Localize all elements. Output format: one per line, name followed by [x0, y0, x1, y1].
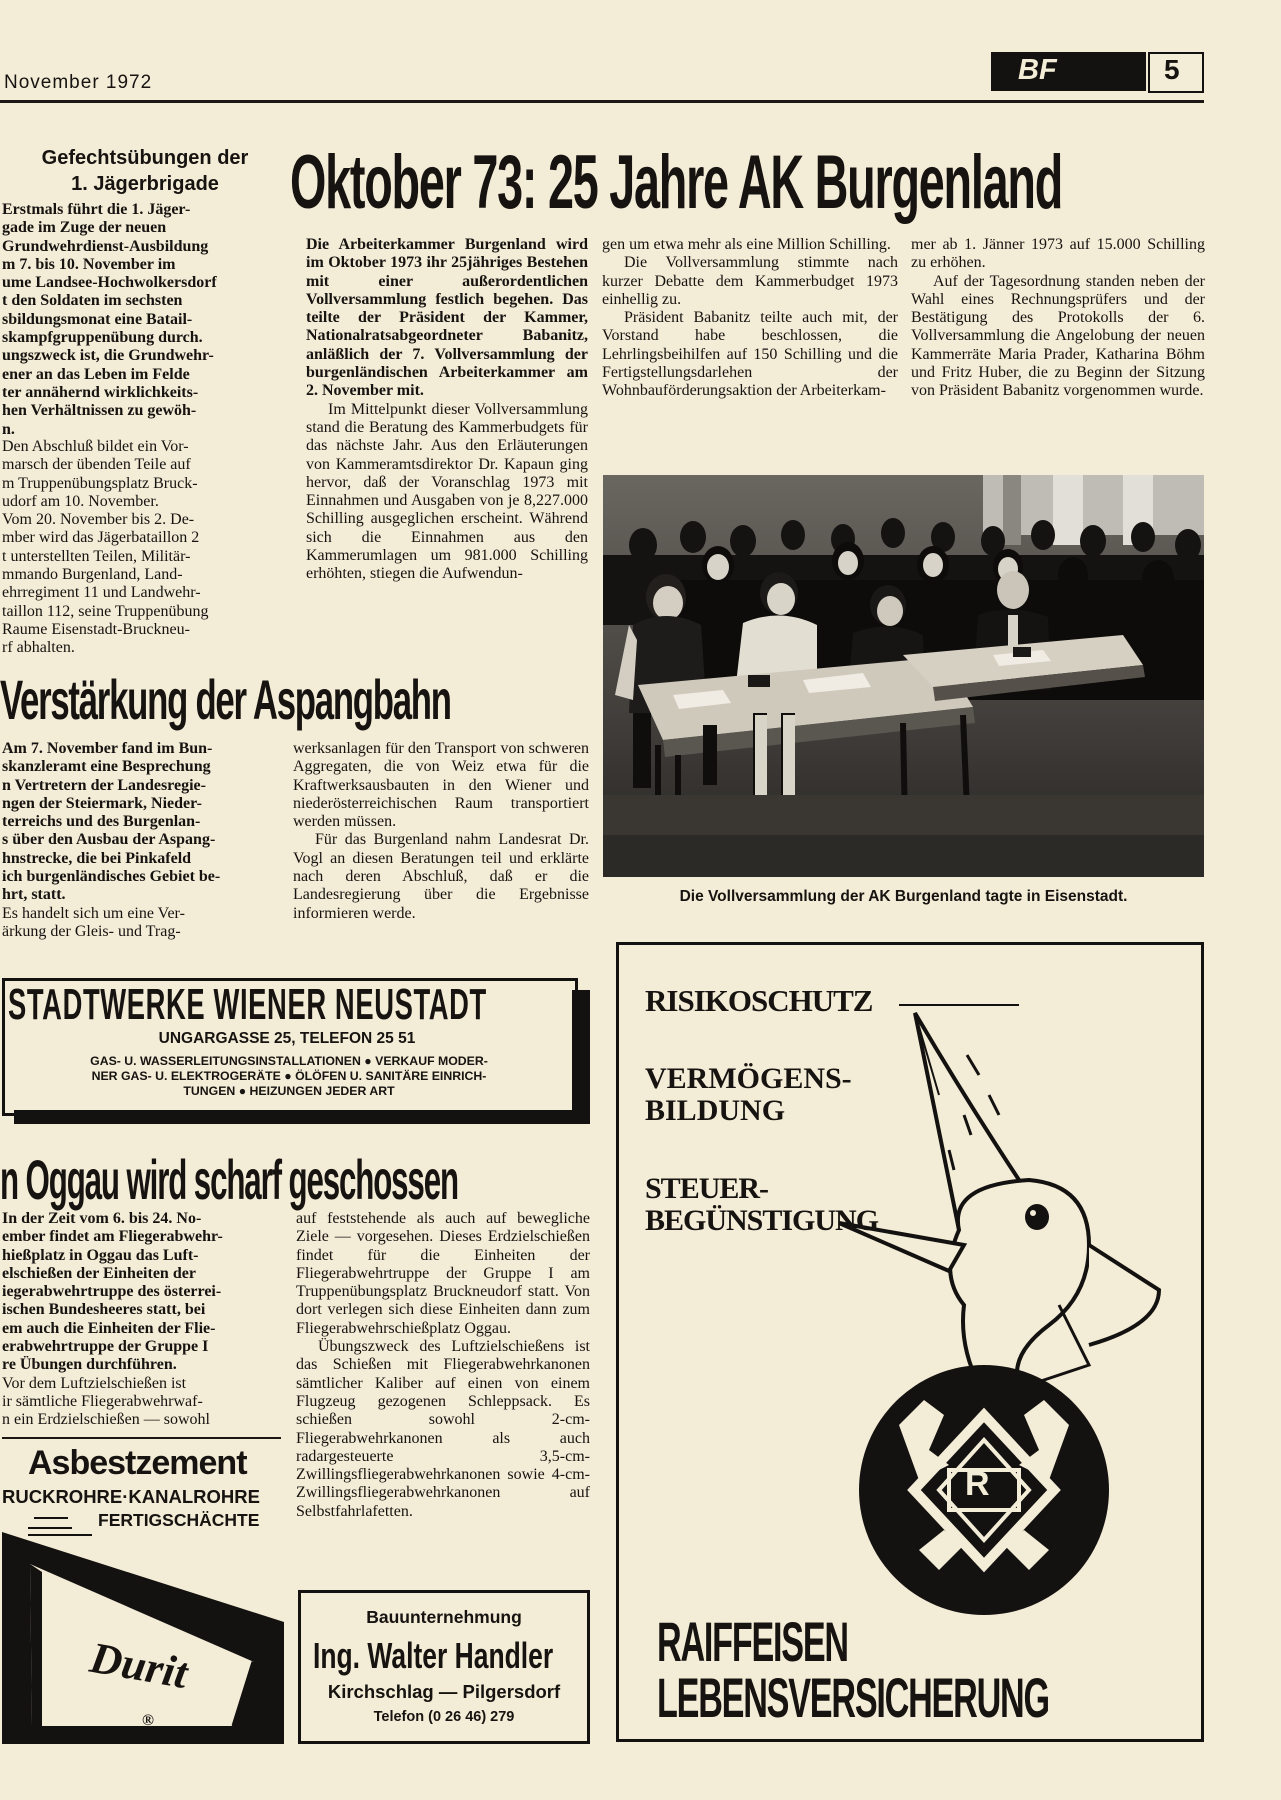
photo-caption: Die Vollversammlung der AK Burgenland tagte in Eisenstadt. — [679, 888, 1128, 905]
handler-ad-line4: Telefon (0 26 46) 279 — [373, 1709, 515, 1725]
column-divider — [2, 1437, 281, 1439]
handler-ad-line3: Kirchschlag — Pilgersdorf — [327, 1681, 561, 1702]
article3-paragraph: werksanlagen für den Transport von schweren Aggregaten, die von Weiz etwa für die Kraftwerksausbauten in den Wiener und niederösterreichischen Raum transportiert werden müssen. — [293, 740, 589, 831]
text-line: Grundwehrdienst-Ausbildung — [2, 237, 209, 255]
text-line: n Vertretern der Landesregie- — [2, 776, 206, 794]
handler-ad-line1: Bauunternehmung — [366, 1607, 522, 1627]
raiffeisen-item-steuerbeguenstigung — [645, 1173, 878, 1237]
text-line: n. — [2, 420, 15, 438]
article1-headline — [10, 145, 280, 197]
text-line: n ein Erdzielschießen — sowohl — [2, 1411, 210, 1429]
raiffeisen-item-line: BILDUNG — [645, 1094, 786, 1127]
raiffeisen-brand-line1: RAIFFEISEN — [657, 1610, 848, 1673]
article3-col2 — [293, 740, 589, 923]
raiffeisen-item-line: BEGÜNSTIGUNG — [645, 1204, 879, 1237]
durit-ad — [2, 1444, 284, 1744]
article3-paragraph: Für das Burgenland nahm Landesrat Dr. Vogl an diesen Beratungen teil und erklärte nach deren Abschluß, daß er die Landesregierung über die Ergebnisse informieren werde. — [293, 831, 589, 922]
article2-paragraph: Präsident Babanitz teilte auch mit, der Vorstand habe beschlossen, die Lehrlingsbeihilfen auf 150 Schilling und die Fertigstellungsdarlehen der Wohnbauförderungsaktion der Arbeiterkam- — [602, 309, 898, 400]
stadtwerke-title: STADTWERKE WIENER NEUSTADT — [8, 980, 487, 1029]
text-line: Am 7. November fand im Bun- — [2, 740, 213, 757]
text-line: erabwehrtruppe der Gruppe I — [2, 1338, 209, 1356]
article2-paragraph: Im Mittelpunkt dieser Vollversammlung stand die Beratung des Kammerbudgets für das nächste Jahr. Aus den Erläuterungen von Kammeramtsdirektor Dr. Kapaun ging hervor, daß der Voranschlag 1973 mit Einnahmen und Ausgaben von je 8,227.000 Schilling ausgeglichen erscheint. Während sich die Einnahmen aus den Kammerumlagen um 981.000 Schilling erhöhten, stiegen die Aufwendun- — [306, 400, 588, 583]
text-line: marsch der übenden Teile auf — [2, 456, 191, 474]
text-line: hrt, statt. — [2, 886, 66, 904]
text-line: skanzleramt eine Besprechung — [2, 758, 211, 776]
article2-headline: Oktober 73: 25 Jahre AK Burgenland — [290, 140, 1063, 225]
article1-lead — [2, 201, 278, 439]
durit-ad-line2: RUCKROHRE·KANALROHRE — [2, 1486, 260, 1507]
raiffeisen-item-risikoschutz: RISIKOSCHUTZ — [645, 983, 873, 1018]
header-rule — [0, 100, 1204, 103]
article2-col1 — [306, 236, 588, 584]
raiffeisen-ad — [616, 942, 1204, 1742]
handler-ad — [298, 1590, 590, 1744]
durit-ad-line1: Asbestzement — [28, 1444, 247, 1482]
article2-paragraph: Die Vollversammlung stimmte nach kurzer Debatte dem Kammerbudget 1973 einhellig zu. — [602, 254, 898, 308]
article4-col2 — [296, 1210, 590, 1521]
article2-col3 — [911, 236, 1205, 401]
durit-pipe-logo — [2, 1512, 284, 1744]
stadtwerke-services-line: GAS- U. WASSERLEITUNGSINSTALLATIONEN ● VERKAUF MODER- — [90, 1054, 488, 1068]
article4-col1 — [2, 1210, 280, 1430]
article2-paragraph: gen um etwa mehr als eine Million Schilling. — [602, 236, 891, 253]
text-line: hießplatz in Oggau das Luft- — [2, 1246, 199, 1264]
raiffeisen-logo-letter: R — [965, 1465, 990, 1503]
text-line: re Übungen durchführen. — [2, 1356, 177, 1374]
text-line: iegerabwehrtruppe des österrei- — [2, 1283, 222, 1301]
article2-paragraph: Auf der Tagesordnung standen neben der Wahl eines Rechnungsprüfers und der Bestätigung des Protokolls der 6. Vollversammlung die Angelobung der neuen Kammerräte Maria Prader, Katharina Böhm und Fritz Huber, die zu Beginn der Sitzung von Präsident Babanitz vorgenommen wurde. — [911, 272, 1205, 400]
assembly-photo — [603, 475, 1204, 877]
assembly-photo-graphic — [603, 475, 1204, 877]
raiffeisen-item-line: STEUER- — [645, 1172, 769, 1205]
text-line: ir sämtliche Fliegerabwehrwaf- — [2, 1392, 203, 1410]
stadtwerke-services-line: NER GAS- U. ELEKTROGERÄTE ● ÖLÖFEN U. SANITÄRE EINRICH- — [91, 1069, 487, 1083]
text-line: rf abhalten. — [2, 639, 75, 657]
text-line: t unterstellten Teilen, Militär- — [2, 547, 191, 565]
text-line: Den Abschluß bildet ein Vor- — [2, 438, 189, 455]
text-line: mber wird das Jägerbataillon 2 — [2, 529, 200, 547]
raiffeisen-item-vermoegensbildung — [645, 1063, 852, 1127]
text-line: ngen der Steiermark, Nieder- — [2, 794, 202, 812]
raiffeisen-brand-line2: LEBENSVERSICHERUNG — [657, 1666, 1049, 1729]
text-line: taillon 112, seine Truppenübung — [2, 602, 209, 620]
text-line: ume Landsee-Hochwolkersdorf — [2, 274, 217, 292]
masthead-logo-text: BF — [1018, 54, 1057, 86]
article2-paragraph: mer ab 1. Jänner 1973 auf 15.000 Schilling zu erhöhen. — [911, 236, 1205, 272]
text-line: In der Zeit vom 6. bis 24. No- — [2, 1210, 202, 1227]
stadtwerke-services-line: TUNGEN ● HEIZUNGEN JEDER ART — [183, 1084, 395, 1098]
text-line: ehrregiment 11 und Landwehr- — [2, 584, 201, 602]
issue-date: November 1972 — [4, 72, 153, 93]
article4-paragraph: auf feststehende als auch auf bewegliche Ziele — vorgesehen. Dieses Erdzielschießen findet für die Einheiten der Fliegerabwehrtruppe der Gruppe I am Truppenübungsplatz Bruckneudorf statt. Von dort verlegen sich diese Einheiten dann zum Fliegerabwehrschießplatz Oggau. — [296, 1210, 590, 1337]
text-line: hnstrecke, die bei Pinkafeld — [2, 849, 192, 867]
text-line: m 7. bis 10. November im — [2, 255, 176, 273]
page-number: 5 — [1164, 54, 1180, 85]
text-line: em auch die Einheiten der Flie- — [2, 1319, 216, 1337]
text-line: sbildungsmonat eine Batail- — [2, 310, 193, 328]
article1-headline-line1: Gefechtsübungen der — [41, 147, 249, 169]
text-line: skampfgruppenübung durch. — [2, 329, 203, 347]
article1-headline-line2: 1. Jägerbrigade — [71, 173, 219, 195]
text-line: gade im Zuge der neuen — [2, 219, 167, 237]
text-line: ischen Bundesheeres statt, bei — [2, 1301, 206, 1319]
text-line: ungszweck ist, die Grundwehr- — [2, 347, 214, 365]
text-line: Raume Eisenstadt-Bruckneu- — [2, 620, 190, 638]
handler-ad-line2: Ing. Walter Handler — [313, 1635, 554, 1676]
text-line: ener an das Leben im Felde — [2, 365, 190, 383]
text-line: m Truppenübungsplatz Bruck- — [2, 474, 198, 492]
text-line: ember findet am Fliegerabwehr- — [2, 1228, 223, 1246]
text-line: Vor dem Luftzielschießen ist — [2, 1374, 187, 1392]
text-line: t den Soldaten im sechsten — [2, 292, 183, 310]
article4-paragraph: Übungszweck des Luftzielschießens ist das Schießen mit Fliegerabwehrkanonen sämtlicher Kaliber auf einen von einem Flugzeug gezogenen Schleppsack. Es schießen sowohl 2-cm-Fliegerabwehrkanonen als auch radargesteuerte 3,5-cm-Zwillingsfliegerabwehrkanonen sowie 4-cm-Zwillingsfliegerabwehrkanonen auf Selbstfahrlafetten. — [296, 1338, 590, 1520]
article2-col2 — [602, 236, 898, 401]
text-line: hen Verhältnissen zu gewöh- — [2, 402, 197, 420]
durit-registered-mark: ® — [142, 1712, 154, 1729]
text-line: Erstmals führt die 1. Jäger- — [2, 201, 191, 218]
article3-col1 — [2, 740, 278, 941]
text-line: Es handelt sich um eine Ver- — [2, 904, 185, 922]
durit-brand: Durit — [86, 1632, 192, 1699]
text-line: terreichs und des Burgenlan- — [2, 813, 201, 831]
raiffeisen-item-line: VERMÖGENS- — [645, 1062, 852, 1095]
text-line: s über den Ausbau der Aspang- — [2, 831, 216, 849]
text-line: mmando Burgenland, Land- — [2, 566, 183, 584]
text-line: ich burgenländisches Gebiet be- — [2, 868, 221, 886]
text-line: elschießen der Einheiten der — [2, 1264, 196, 1282]
durit-ad-line3: FERTIGSCHÄCHTE — [98, 1510, 260, 1530]
text-line: ter annähernd wirklichkeits- — [2, 383, 199, 401]
text-line: udorf am 10. November. — [2, 492, 159, 510]
text-line: Vom 20. November bis 2. De- — [2, 511, 195, 529]
article4-headline: n Oggau wird scharf geschossen — [0, 1148, 458, 1211]
text-line: ärkung der Gleis- und Trag- — [2, 922, 181, 940]
stadtwerke-ad — [2, 978, 586, 1124]
article3-headline: Verstärkung der Aspangbahn — [0, 668, 451, 731]
article1-body — [2, 438, 278, 658]
masthead-logo — [991, 52, 1146, 91]
stadtwerke-address: UNGARGASSE 25, TELEFON 25 51 — [158, 1030, 416, 1047]
article2-lead: Die Arbeiterkammer Burgenland wird im Oktober 1973 ihr 25jähriges Bestehen mit einer außerordentlichen Vollversammlung festlich begehen. Das teilte der Präsident der Kammer, Nationalratsabgeordneter Babanitz, anläßlich der 7. Vollversammlung der burgenländischen Arbeiterkammer am 2. November mit. — [306, 236, 588, 400]
